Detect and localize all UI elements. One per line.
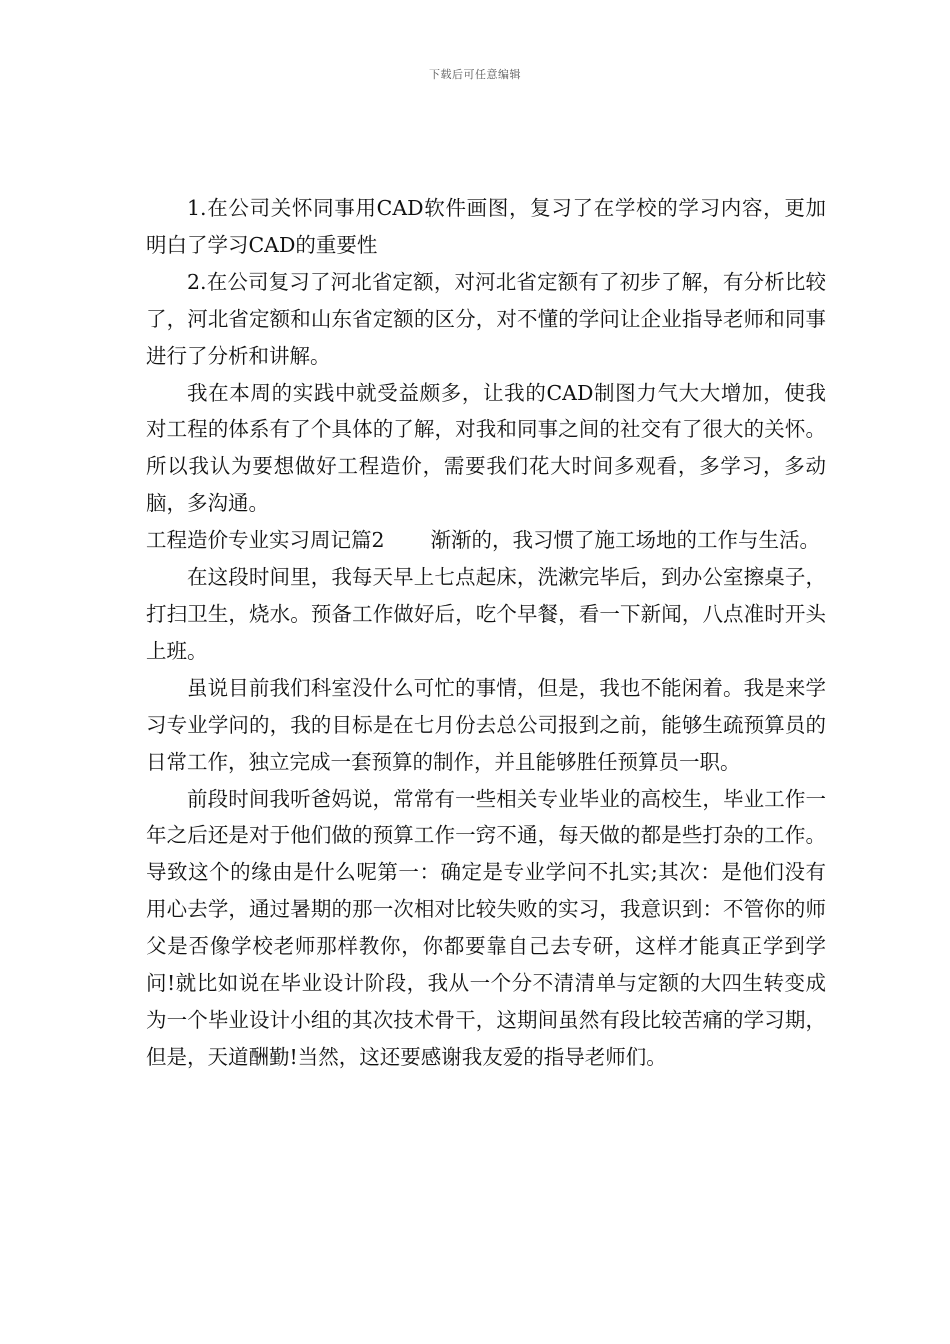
section-continuation: 渐渐的，我习惯了施工场地的工作与生活。 bbox=[430, 528, 821, 553]
paragraph-2: 2.在公司复习了河北省定额，对河北省定额有了初步了解，有分析比较了，河北省定额和山东省定额的区分，对不懂的学问让企业指导老师和同事进行了分析和讲解。 bbox=[146, 269, 826, 368]
paragraph-6: 前段时间我听爸妈说，常常有一些相关专业毕业的高校生，毕业工作一年之后还是对于他们做的预算工作一窍不通，每天做的都是些打杂的工作。导致这个的缘由是什么呢第一：确定是专业学问不扎实;其次：是他们没有用心去学，通过暑期的那一次相对比较失败的实习，我意识到：不管你的师父是否像学校老师那样教你，你都要靠自己去专研，这样才能真正学到学问!就比如说在毕业设计阶段，我从一个分不清清单与定额的大四生转变成为一个毕业设计小组的其次技术骨干，这期间虽然有段比较苦痛的学习期，但是，天道酬勤!当然，这还要感谢我友爱的指导老师们。 bbox=[146, 786, 826, 1069]
section-heading-line bbox=[146, 522, 826, 559]
section-title: 工程造价专业实习周记篇2 bbox=[146, 528, 385, 553]
page-header: 下载后可任意编辑 bbox=[429, 68, 521, 81]
document-body bbox=[146, 190, 826, 1076]
paragraph-4: 在这段时间里，我每天早上七点起床，洗漱完毕后，到办公室擦桌子，打扫卫生，烧水。预备工作做好后，吃个早餐，看一下新闻，八点准时开头上班。 bbox=[146, 565, 826, 663]
paragraph-1: 1.在公司关怀同事用CAD软件画图，复习了在学校的学习内容，更加明白了学习CAD的重要性 bbox=[146, 196, 826, 257]
paragraph-3: 我在本周的实践中就受益颇多，让我的CAD制图力气大大增加，使我对工程的体系有了个具体的了解，对我和同事之间的社交有了很大的关怀。所以我认为要想做好工程造价，需要我们花大时间多观看，多学习，多动脑，多沟通。 bbox=[146, 380, 826, 516]
paragraph-5: 虽说目前我们科室没什么可忙的事情，但是，我也不能闲着。我是来学习专业学问的，我的目标是在七月份去总公司报到之前，能够生疏预算员的日常工作，独立完成一套预算的制作，并且能够胜任预算员一职。 bbox=[146, 675, 826, 774]
